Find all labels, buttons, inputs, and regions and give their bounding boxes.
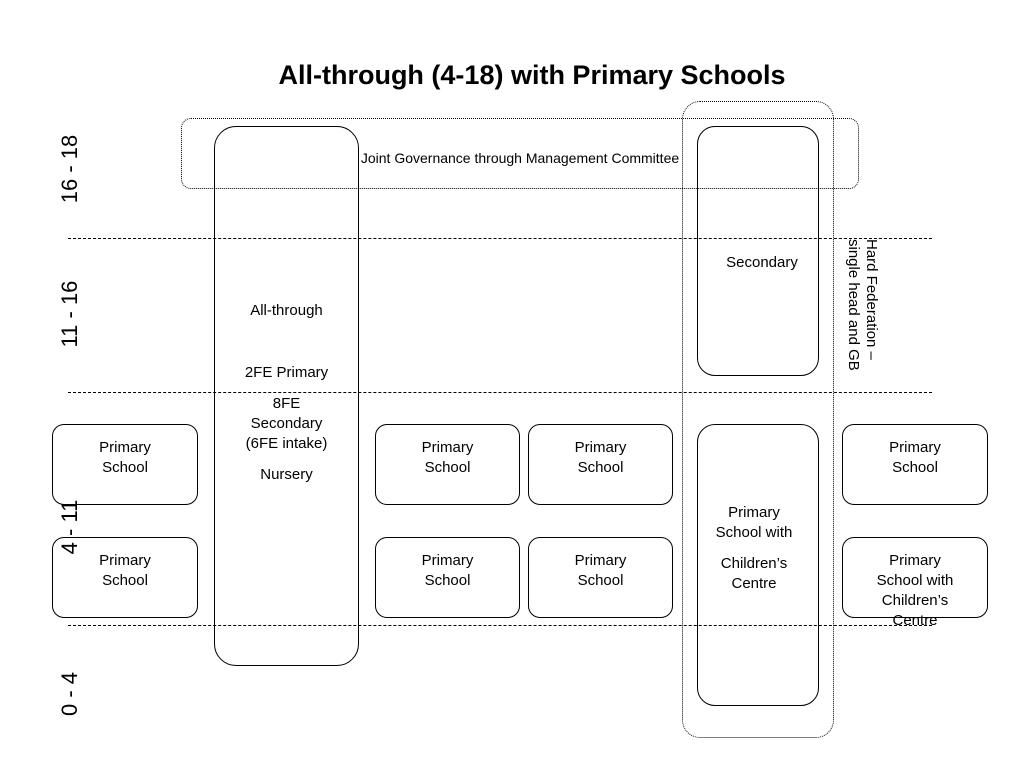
all-through-secondary-line-3: (6FE intake) [245, 435, 328, 452]
hard-federation-label [844, 239, 880, 371]
primary-school-line-2: School [424, 459, 471, 476]
primary-school-line-1: Primary [574, 439, 627, 456]
age-band-16-18: 16 - 18 [57, 134, 82, 204]
all-through-secondary-line-2: Secondary [250, 415, 323, 432]
pcc-line-4: Centre [892, 612, 938, 629]
pcc-line-3: Children’s [881, 592, 949, 609]
age-band-11-16: 11 - 16 [57, 280, 82, 348]
primary-school-label [528, 551, 673, 591]
pcc-fed-line-1: Primary [728, 504, 780, 521]
primary-school-label [375, 551, 520, 591]
hard-federation-line-2: single head and GB [845, 239, 862, 371]
primary-school-label [52, 438, 198, 478]
primary-school-line-1: Primary [421, 439, 474, 456]
primary-school-line-2: School [424, 572, 471, 589]
age-band-4-11: 4 - 11 [57, 499, 82, 555]
primary-school-line-2: School [577, 459, 624, 476]
age-band-0-4: 0 - 4 [57, 671, 82, 717]
primary-school-line-1: Primary [574, 552, 627, 569]
primary-school-line-2: School [102, 572, 148, 589]
secondary-school [697, 126, 819, 376]
all-through-secondary [214, 394, 359, 454]
primary-with-childrens-centre-label [842, 551, 988, 631]
pcc-fed-line-4: Centre [731, 575, 777, 592]
diagram-title: All-through (4-18) with Primary Schools [278, 60, 786, 90]
all-through-nursery: Nursery [260, 466, 313, 483]
primary-school-line-1: Primary [99, 439, 151, 456]
primary-school-line-2: School [577, 572, 624, 589]
all-through-secondary-line-1: 8FE [272, 395, 301, 412]
pcc-line-1: Primary [889, 552, 941, 569]
joint-governance-label: Joint Governance through Management Committee [360, 150, 680, 166]
pcc-line-2: School with [876, 572, 954, 589]
primary-school-label [528, 438, 673, 478]
primary-school-label [375, 438, 520, 478]
primary-school-line-1: Primary [421, 552, 474, 569]
primary-school-line-2: School [892, 459, 938, 476]
primary-school-line-1: Primary [889, 439, 941, 456]
pcc-fed-line-3: Children’s [720, 555, 788, 572]
primary-school-line-1: Primary [99, 552, 151, 569]
primary-school-line-2: School [102, 459, 148, 476]
primary-with-childrens-centre-federated-label [694, 503, 814, 594]
all-through-heading: All-through [250, 302, 323, 319]
secondary-label: Secondary [726, 254, 798, 271]
all-through-primary: 2FE Primary [244, 364, 329, 381]
primary-school-label [52, 551, 198, 591]
primary-school-label [842, 438, 988, 478]
hard-federation-line-1: Hard Federation – [863, 239, 880, 360]
pcc-fed-line-2: School with [715, 524, 793, 541]
